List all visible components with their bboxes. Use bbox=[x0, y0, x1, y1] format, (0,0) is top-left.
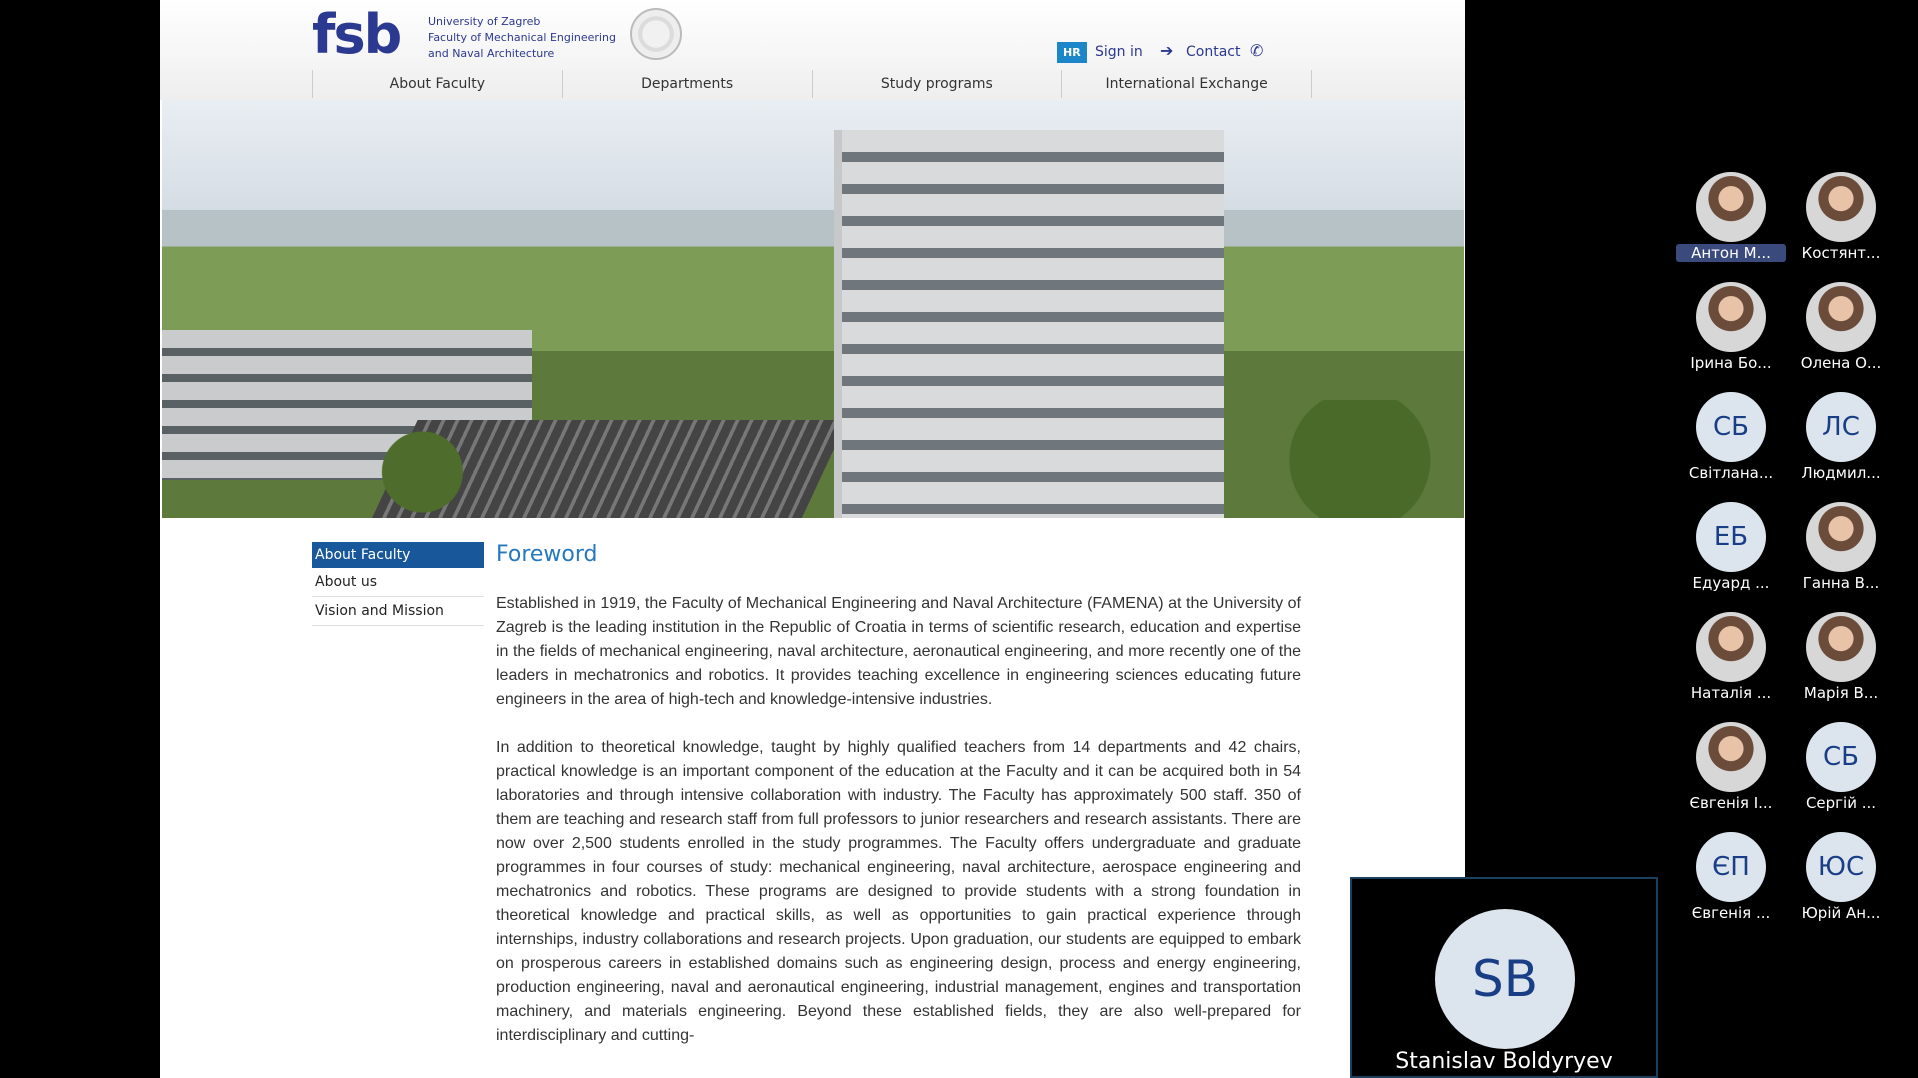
paragraph: Established in 1919, the Faculty of Mechanical Engineering and Naval Architecture (FAMENA) at the University of Zagreb is the leading institution in the Republic of Croatia in terms of scientific research, education and expertise in the fields of mechanical engineering, naval architecture, aeronautical engineering, and more recently one of the leaders in mechatronics and robotics. It provides teaching excellence in engineering sciences educating future engineers in the area of high-tech and knowledge-intensive industries. bbox=[496, 595, 1301, 708]
participant-name: Марія В... bbox=[1803, 684, 1879, 702]
participant-tile[interactable] bbox=[1676, 392, 1786, 482]
participant-name: Людмил... bbox=[1801, 464, 1881, 482]
main-nav bbox=[312, 70, 1312, 98]
university-line: University of Zagreb bbox=[428, 15, 541, 28]
participant-avatar: СБ bbox=[1696, 392, 1766, 462]
hero-trees bbox=[162, 400, 1464, 518]
participant-name: Ганна В... bbox=[1802, 574, 1880, 592]
participant-avatar bbox=[1806, 172, 1876, 242]
fsb-logo[interactable]: fsb bbox=[312, 3, 401, 66]
participant-avatar bbox=[1696, 612, 1766, 682]
participant-tile[interactable] bbox=[1786, 832, 1896, 922]
paragraph: In addition to theoretical knowledge, taught by highly qualified teachers from 14 departments and 42 chairs, practical knowledge is an important component of the education at the Faculty and it can be acquired both in 54 laboratories and through intensive collaboration with industry. The Faculty has approximately 500 staff. 350 of them are teaching and research staff from full professors to junior researchers and research assistants. There are now over 2,500 students enrolled in the study programmes. The Faculty offers undergraduate and graduate programmes in four courses of study: mechanical engineering, naval architecture, aerospace engineering and mechatronics and robotics. These programs are designed to provide students with a strong foundation in theoretical knowledge and practical skills, as well as opportunities to gain practical experience through internships, industry collaborations and research projects. Upon graduation, our students are equipped to embark on prosperous careers in established domains such as engineering design, process and energy engineering, production engineering, naval and aeronautical engineering, industrial management, engines and transportation machinery, and materials engineering. Beyond these established fields, they are also well-prepared for interdisciplinary and cutting- bbox=[496, 739, 1301, 1044]
participant-avatar: ЄП bbox=[1696, 832, 1766, 902]
side-nav-about-faculty[interactable]: About Faculty bbox=[312, 542, 484, 568]
contact-link[interactable]: Contact bbox=[1186, 44, 1241, 60]
participant-tile[interactable] bbox=[1786, 612, 1896, 702]
participant-avatar bbox=[1806, 612, 1876, 682]
nav-international-exchange[interactable]: International Exchange bbox=[1061, 70, 1312, 98]
participant-tile[interactable] bbox=[1676, 722, 1786, 812]
speaker-avatar: SB bbox=[1435, 909, 1575, 1049]
participant-name: Світлана... bbox=[1688, 464, 1774, 482]
participant-name: Ірина Бо... bbox=[1690, 354, 1772, 372]
side-navigation bbox=[312, 542, 484, 626]
page-title: Foreword bbox=[496, 542, 598, 567]
participant-avatar bbox=[1696, 722, 1766, 792]
participant-tile[interactable] bbox=[1676, 832, 1786, 922]
university-line: Faculty of Mechanical Engineering bbox=[428, 31, 616, 44]
nav-departments[interactable]: Departments bbox=[562, 70, 812, 98]
participant-name: Євгенія ... bbox=[1691, 904, 1771, 922]
side-nav-vision-mission[interactable]: Vision and Mission bbox=[312, 597, 484, 626]
participant-tile[interactable] bbox=[1786, 392, 1896, 482]
participant-avatar: ЕБ bbox=[1696, 502, 1766, 572]
participant-name: Едуард ... bbox=[1692, 574, 1770, 592]
participant-tile[interactable] bbox=[1786, 722, 1896, 812]
participant-avatar bbox=[1806, 282, 1876, 352]
nav-about-faculty[interactable]: About Faculty bbox=[312, 70, 562, 98]
participant-tile[interactable] bbox=[1676, 172, 1786, 262]
speaker-name: Stanislav Boldyryev bbox=[1395, 1049, 1613, 1074]
participant-name: Антон М... bbox=[1676, 244, 1786, 262]
phone-icon[interactable]: ✆ bbox=[1250, 41, 1264, 60]
participant-tile[interactable] bbox=[1676, 612, 1786, 702]
shared-screen bbox=[160, 0, 1465, 1078]
side-nav-about-us[interactable]: About us bbox=[312, 568, 484, 597]
active-speaker-tile[interactable] bbox=[1350, 877, 1658, 1078]
nav-study-programs[interactable]: Study programs bbox=[812, 70, 1062, 98]
hero-sky bbox=[162, 100, 1464, 210]
participant-avatar: ЛС bbox=[1806, 392, 1876, 462]
participant-avatar bbox=[1806, 502, 1876, 572]
participant-tile[interactable] bbox=[1786, 282, 1896, 372]
university-line: and Naval Architecture bbox=[428, 47, 555, 60]
participant-tile[interactable] bbox=[1676, 282, 1786, 372]
participant-avatar: ЮС bbox=[1806, 832, 1876, 902]
sign-in-link[interactable]: Sign in bbox=[1095, 44, 1143, 60]
participant-name: Костянт... bbox=[1801, 244, 1881, 262]
language-switch-button[interactable]: HR bbox=[1057, 42, 1087, 63]
hero-main-building bbox=[834, 130, 1224, 518]
site-header bbox=[160, 0, 1465, 100]
foreword-content bbox=[496, 592, 1301, 1072]
participant-name: Сергій ... bbox=[1805, 794, 1877, 812]
hero-campus-image bbox=[162, 100, 1464, 518]
participant-tile[interactable] bbox=[1676, 502, 1786, 592]
participant-avatar bbox=[1696, 172, 1766, 242]
participant-avatar bbox=[1696, 282, 1766, 352]
participant-name: Євгенія І... bbox=[1689, 794, 1773, 812]
participant-name: Наталія ... bbox=[1690, 684, 1772, 702]
university-seal-icon bbox=[630, 8, 682, 60]
login-arrow-icon[interactable]: ➔ bbox=[1160, 41, 1174, 60]
participant-name: Юрій Ан... bbox=[1801, 904, 1881, 922]
participant-tile[interactable] bbox=[1786, 502, 1896, 592]
participant-name: Олена О... bbox=[1800, 354, 1882, 372]
university-name bbox=[428, 14, 616, 62]
participant-avatar: СБ bbox=[1806, 722, 1876, 792]
participant-tile[interactable] bbox=[1786, 172, 1896, 262]
